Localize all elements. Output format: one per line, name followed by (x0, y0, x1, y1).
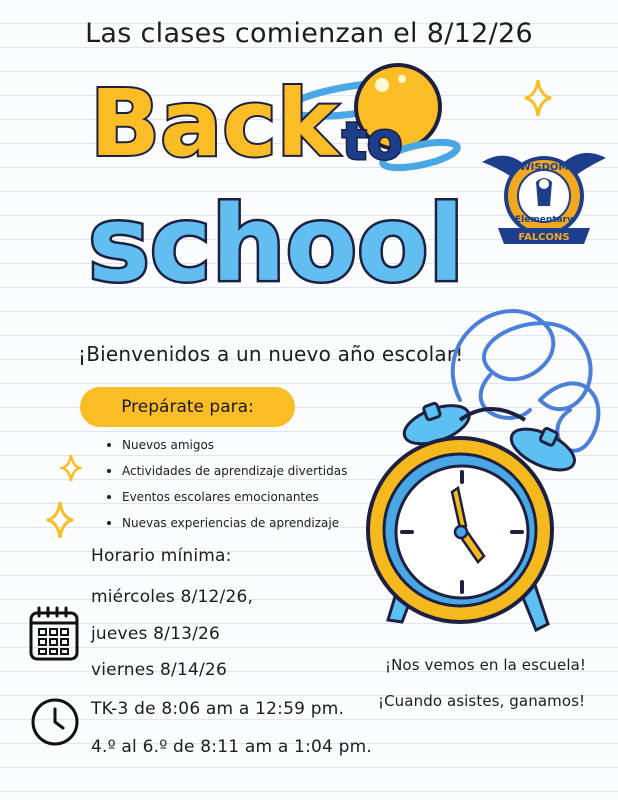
hero-word-to: to (342, 112, 403, 172)
schedule-day: miércoles 8/12/26, (91, 587, 254, 607)
list-item: Eventos escolares emocionantes (100, 484, 347, 510)
logo-banner-text: FALCONS (518, 232, 570, 243)
logo-top-text: WISDOM (519, 162, 569, 173)
sparkle-icon (45, 500, 75, 540)
schedule-day: jueves 8/13/26 (91, 624, 221, 644)
alarm-clock-illustration (340, 280, 618, 650)
back-to-school-title-art (80, 55, 480, 310)
schedule-title: Horario mínima: (91, 546, 232, 566)
logo-middle-text: Elementary (515, 215, 573, 225)
hero-word-school: school (88, 183, 465, 305)
list-item: Nuevas experiencias de aprendizaje (100, 510, 347, 536)
closing-line: ¡Nos vemos en la escuela! (385, 656, 587, 674)
calendar-icon (28, 605, 80, 663)
prepare-label: Prepárate para: (80, 387, 295, 427)
hero-word-back: Back (90, 70, 338, 177)
list-item: Actividades de aprendizaje divertidas (100, 458, 347, 484)
page-title: Las clases comienzan el 8/12/26 (85, 18, 533, 49)
list-item: Nuevos amigos (100, 432, 347, 458)
closing-line: ¡Cuando asistes, ganamos! (378, 692, 586, 710)
schedule-time: TK-3 de 8:06 am a 12:59 pm. (91, 699, 345, 719)
schedule-time: 4.º al 6.º de 8:11 am a 1:04 pm. (91, 737, 372, 757)
sparkle-icon (60, 453, 82, 483)
school-logo (478, 140, 610, 252)
clock-icon (30, 697, 80, 747)
schedule-day: viernes 8/14/26 (91, 660, 227, 680)
welcome-text: ¡Bienvenidos a un nuevo año escolar! (78, 342, 464, 366)
prepare-list (100, 432, 347, 536)
sparkle-icon (523, 78, 553, 118)
